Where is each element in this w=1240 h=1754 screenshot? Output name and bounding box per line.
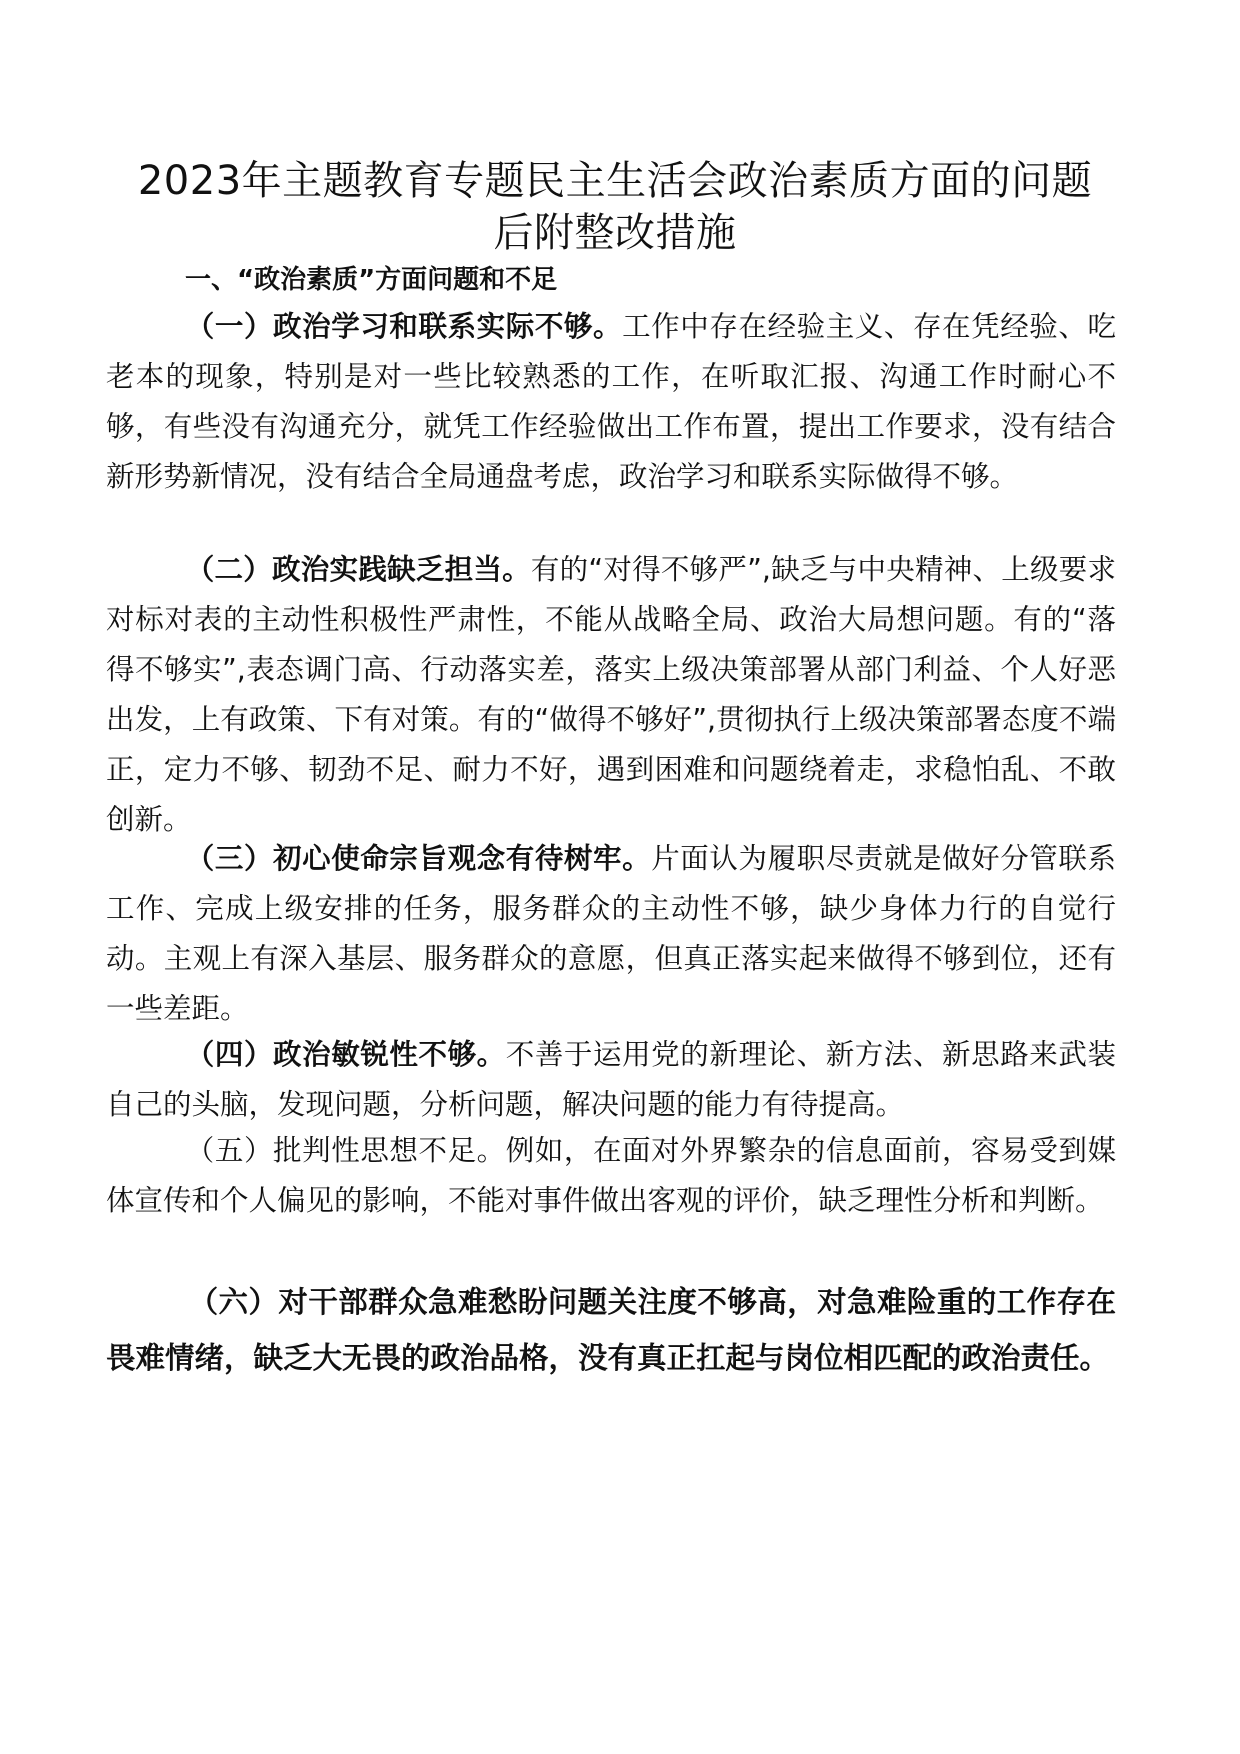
paragraph-5 (106, 1126, 1116, 1226)
paragraph-3 (106, 834, 1116, 1034)
section-heading: 一、“政治素质”方面问题和不足 (185, 265, 558, 295)
paragraph-1-lead: （一）政治学习和联系实际不够。 (185, 310, 623, 343)
paragraph-1 (106, 302, 1116, 502)
paragraph-4 (106, 1030, 1116, 1130)
paragraph-2-body: 有的“对得不够严”,缺乏与中央精神、上级要求对标对表的主动性积极性严肃性，不能从战略全局、政治大局想问题。有的“落得不够实”,表态调门高、行动落实差，落实上级决策部署从部门利益、个人好恶出发，上有政策、下有对策。有的“做得不够好”,贯彻执行上级决策部署态度不端正，定力不够、韧劲不足、耐力不好，遇到困难和问题绕着走，求稳怕乱、不敢创新。 (106, 553, 1116, 836)
paragraph-1-body: 工作中存在经验主义、存在凭经验、吃老本的现象，特别是对一些比较熟悉的工作，在听取汇报、沟通工作时耐心不够，有些没有沟通充分，就凭工作经验做出工作布置，提出工作要求，没有结合新形势新情况，没有结合全局通盘考虑，政治学习和联系实际做得不够。 (106, 310, 1116, 493)
paragraph-2 (106, 545, 1116, 845)
document-title-line1: 2023年主题教育专题民主生活会政治素质方面的问题 (137, 158, 1093, 204)
paragraph-4-lead: （四）政治敏锐性不够。 (185, 1038, 506, 1071)
paragraph-6 (106, 1274, 1116, 1386)
paragraph-3-body: 片面认为履职尽责就是做好分管联系工作、完成上级安排的任务，服务群众的主动性不够，缺少身体力行的自觉行动。主观上有深入基层、服务群众的意愿，但真正落实起来做得不够到位，还有一些差距。 (106, 842, 1116, 1025)
paragraph-5-body: （五）批判性思想不足。例如，在面对外界繁杂的信息面前，容易受到媒体宣传和个人偏见的影响，不能对事件做出客观的评价，缺乏理性分析和判断。 (106, 1134, 1116, 1217)
paragraph-2-lead: （二）政治实践缺乏担当。 (185, 553, 531, 586)
paragraph-3-lead: （三）初心使命宗旨观念有待树牢。 (185, 842, 652, 875)
paragraph-4-body: 不善于运用党的新理论、新方法、新思路来武装自己的头脑，发现问题，分析问题，解决问题的能力有待提高。 (106, 1038, 1116, 1121)
document-title-line2: 后附整改措施 (493, 210, 737, 256)
paragraph-6-body: （六）对干部群众急难愁盼问题关注度不够高，对急难险重的工作存在畏难情绪，缺乏大无畏的政治品格，没有真正扛起与岗位相匹配的政治责任。 (106, 1285, 1116, 1375)
